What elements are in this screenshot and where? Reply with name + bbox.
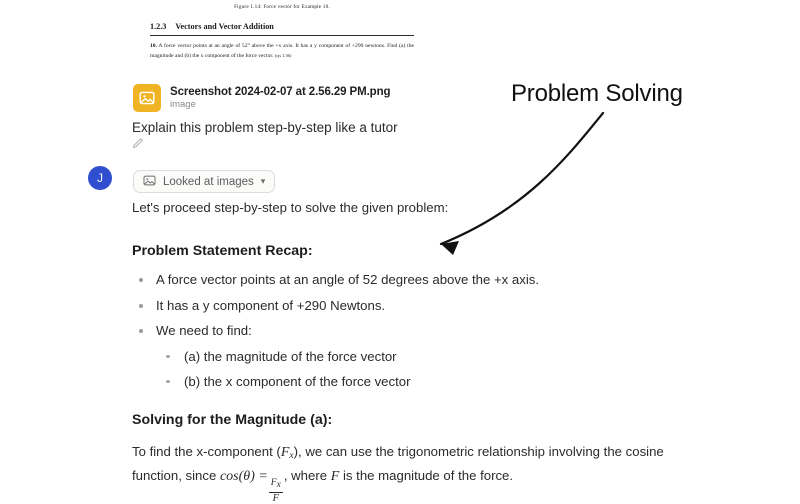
image-icon (143, 174, 156, 190)
problem-text-block (150, 42, 414, 62)
list-item (132, 272, 539, 287)
bullet-text: We need to find: (156, 323, 252, 338)
section-divider (150, 35, 414, 36)
problem-statement-recap-heading: Problem Statement Recap: (132, 243, 313, 259)
math-fraction (269, 479, 283, 504)
problem-number: 10. (150, 43, 157, 49)
list-item (132, 298, 539, 313)
assistant-lead-in: Let's proceed step-by-step to solve the given problem: (132, 200, 449, 215)
curved-arrow-left-icon (415, 105, 645, 265)
looked-at-images-toggle[interactable] (133, 170, 275, 193)
math-cos-close: ) = (250, 469, 268, 485)
math-text-part-1: To find the x-component ( (132, 444, 281, 459)
math-text-part-3: , where (283, 468, 331, 484)
problem-source: (cjs 1.36) (274, 52, 292, 58)
math-text-part-4: is the magnitude of the force. (339, 468, 514, 484)
list-item (156, 374, 539, 389)
math-fraction-numerator-symbol: F (270, 478, 277, 489)
math-symbol-f: F (280, 445, 290, 460)
user-prompt-text: Explain this problem step-by-step like a tutor (132, 120, 398, 135)
math-symbol-f-subscript: x (289, 451, 294, 461)
image-file-icon (133, 84, 161, 112)
document-section-header (150, 22, 414, 34)
list-item (132, 323, 539, 389)
attachment-chip[interactable] (133, 84, 390, 112)
math-cos-open: cos( (219, 469, 244, 485)
math-fraction-denominator: F (272, 492, 280, 504)
attachment-filetype: image (170, 99, 196, 110)
math-symbol-f-magnitude: F (330, 469, 340, 485)
figure-caption: Figure 1.14: Force vector for Example 10. (234, 4, 330, 10)
subbullet-text: (a) the magnitude of the force vector (184, 348, 397, 364)
attachment-filename: Screenshot 2024-02-07 at 2.56.29 PM.png (170, 86, 391, 98)
recap-bullet-list (132, 272, 539, 399)
document-snippet (150, 4, 414, 62)
recap-subbullet-list (156, 349, 539, 389)
pencil-icon[interactable] (132, 136, 144, 154)
problem-text: A force vector points at an angle of 52° above the +x axis. It has a y component of +290 newtons. Find (a) the magnitude and (b) the x component of the force vector. (150, 43, 414, 59)
avatar: J (88, 166, 112, 190)
chevron-down-icon[interactable]: ▾ (260, 176, 266, 186)
section-title: Vectors and Vector Addition (175, 22, 274, 31)
section-number: 1.2.3 (150, 22, 167, 31)
math-text-part-2: ), we can use the trigonometric relationship involving the cosine function, since (132, 444, 664, 484)
list-item (156, 349, 539, 364)
looked-at-images-label: Looked at images (163, 175, 254, 188)
bullet-text: It has a y component of +290 Newtons. (156, 297, 386, 313)
math-fraction-numerator (269, 479, 283, 491)
attachment-meta (170, 86, 390, 110)
subbullet-text: (b) the x component of the force vector (184, 373, 411, 389)
annotation-label: Problem Solving (511, 80, 683, 107)
math-theta: θ (243, 469, 251, 485)
solving-magnitude-heading: Solving for the Magnitude (a): (132, 412, 333, 428)
bullet-text: A force vector points at an angle of 52 degrees above the +x axis. (156, 272, 540, 287)
math-fraction-numerator-subscript: x (276, 480, 281, 491)
